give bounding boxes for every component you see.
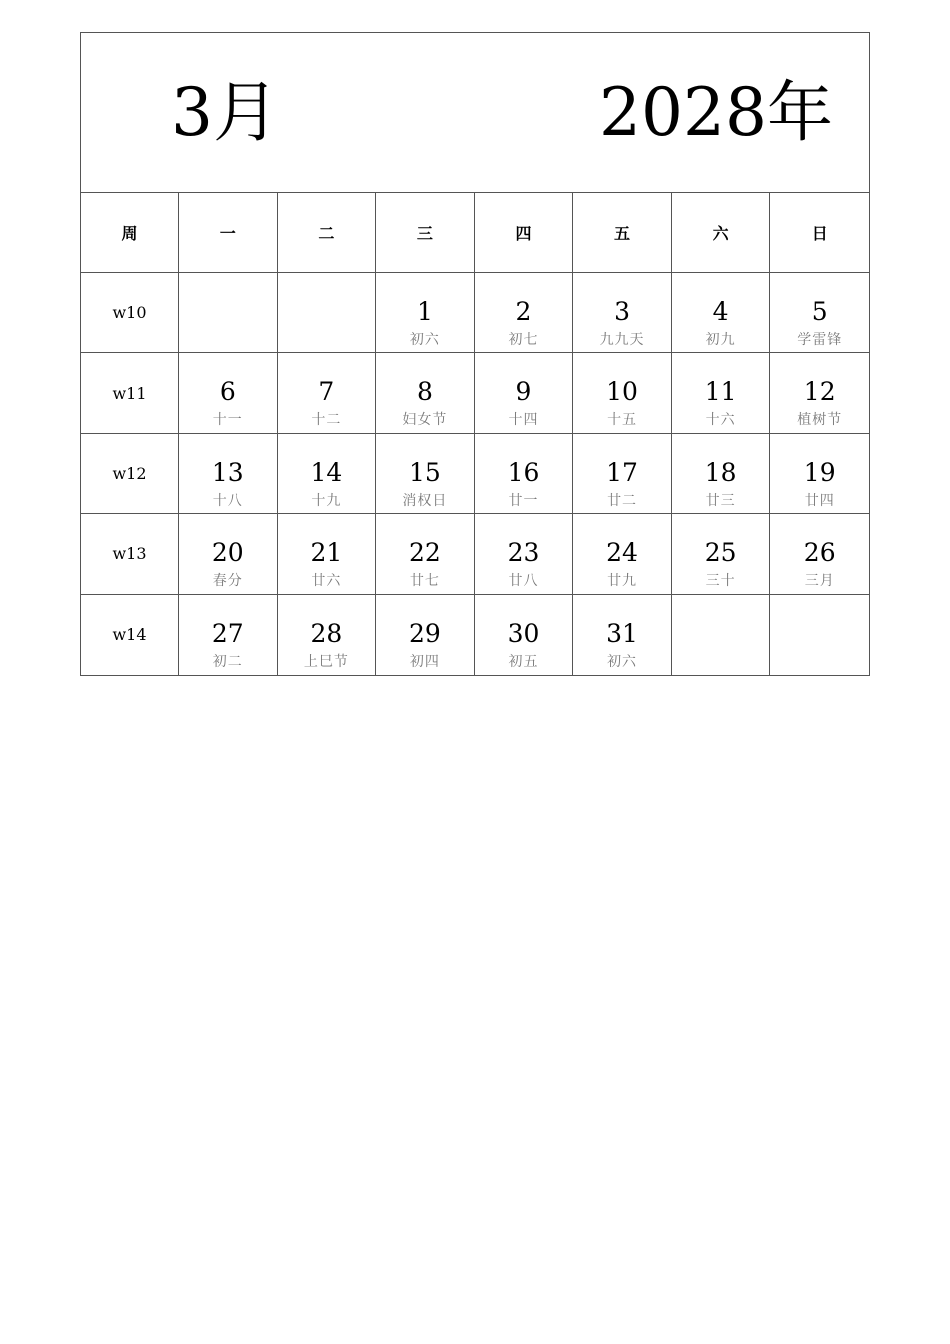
day-lunar: 廿六 — [311, 573, 342, 590]
day-cell — [672, 353, 771, 433]
day-number: 29 — [409, 618, 441, 648]
day-number: 26 — [803, 538, 836, 568]
day-number: 22 — [409, 538, 441, 568]
day-lunar: 廿四 — [804, 492, 835, 509]
day-cell — [179, 273, 278, 353]
day-number: 1 — [416, 297, 433, 326]
day-lunar: 三十 — [705, 573, 736, 590]
week-label: w11 — [81, 353, 179, 433]
calendar — [80, 32, 870, 676]
day-lunar: 廿九 — [607, 573, 638, 590]
day-cell — [179, 353, 278, 433]
day-number: 3 — [614, 297, 631, 326]
day-number: 10 — [606, 377, 638, 407]
day-cell — [278, 273, 377, 353]
day-lunar: 学雷锋 — [797, 332, 843, 348]
day-cell — [278, 514, 377, 594]
day-cell — [672, 434, 771, 514]
day-cell — [475, 514, 574, 594]
day-cell — [376, 434, 475, 514]
day-cell — [278, 353, 377, 433]
day-number: 15 — [409, 457, 441, 487]
day-number: 4 — [712, 297, 729, 326]
weekday-header-fri: 五 — [573, 193, 672, 273]
day-lunar: 十九 — [311, 492, 342, 509]
day-number: 9 — [515, 377, 532, 407]
day-cell — [672, 595, 771, 675]
day-cell — [770, 434, 869, 514]
day-number: 6 — [219, 377, 236, 407]
day-lunar: 初九 — [705, 332, 736, 348]
day-number: 14 — [310, 457, 343, 487]
day-cell — [475, 353, 574, 433]
day-cell — [179, 514, 278, 594]
day-cell — [376, 514, 475, 594]
weekday-header-sat: 六 — [672, 193, 771, 273]
day-number: 13 — [211, 457, 244, 487]
day-lunar: 十六 — [705, 412, 736, 429]
day-lunar: 十八 — [212, 492, 243, 509]
day-cell — [475, 273, 574, 353]
day-number: 20 — [211, 538, 244, 568]
day-lunar: 十五 — [607, 412, 638, 429]
week-label: w10 — [81, 273, 179, 353]
day-cell — [179, 434, 278, 514]
day-cell — [770, 273, 869, 353]
weekday-header-sun: 日 — [770, 193, 869, 273]
day-number: 27 — [211, 618, 244, 648]
day-cell — [672, 514, 771, 594]
week-label: w14 — [81, 595, 179, 675]
day-cell — [573, 353, 672, 433]
calendar-grid — [81, 193, 869, 675]
day-number: 12 — [803, 377, 836, 407]
day-lunar: 消权日 — [402, 492, 448, 509]
weekday-header-mon: 一 — [179, 193, 278, 273]
day-lunar: 初六 — [607, 653, 638, 670]
day-number: 11 — [704, 377, 737, 407]
day-number: 30 — [507, 618, 540, 648]
day-number: 16 — [507, 457, 540, 487]
day-number: 24 — [606, 538, 638, 568]
week-label: w12 — [81, 434, 179, 514]
day-number: 2 — [515, 297, 532, 326]
day-number: 17 — [606, 457, 638, 487]
day-number: 18 — [704, 457, 737, 487]
day-number: 21 — [310, 538, 343, 568]
day-lunar: 植树节 — [797, 412, 843, 429]
day-lunar: 初六 — [409, 332, 440, 348]
weekday-header-week: 周 — [81, 193, 179, 273]
day-lunar: 廿一 — [508, 492, 539, 509]
day-lunar: 初四 — [409, 653, 440, 670]
day-number: 31 — [606, 618, 638, 648]
week-label: w13 — [81, 514, 179, 594]
day-cell — [573, 273, 672, 353]
month-title: 3月 — [171, 74, 279, 151]
day-cell — [770, 595, 869, 675]
day-lunar: 妇女节 — [402, 412, 448, 429]
day-cell — [475, 434, 574, 514]
day-lunar: 廿二 — [607, 492, 638, 509]
day-cell — [376, 595, 475, 675]
day-number: 23 — [507, 538, 540, 568]
calendar-header — [81, 33, 869, 193]
day-lunar: 九九天 — [599, 332, 645, 348]
weekday-header-wed: 三 — [376, 193, 475, 273]
day-number: 28 — [310, 618, 343, 648]
day-lunar: 上巳节 — [303, 653, 349, 670]
day-lunar: 十一 — [212, 412, 243, 429]
day-number: 8 — [416, 377, 433, 407]
day-cell — [376, 353, 475, 433]
day-cell — [179, 595, 278, 675]
day-lunar: 初五 — [508, 653, 539, 670]
weekday-header-tue: 二 — [278, 193, 377, 273]
year-title: 2028年 — [599, 74, 833, 151]
day-cell — [770, 514, 869, 594]
day-lunar: 廿八 — [508, 573, 539, 590]
day-lunar: 三月 — [804, 573, 835, 590]
weekday-header-thu: 四 — [475, 193, 574, 273]
day-cell — [770, 353, 869, 433]
day-cell — [376, 273, 475, 353]
day-cell — [573, 434, 672, 514]
day-number: 19 — [803, 457, 836, 487]
day-lunar: 廿三 — [705, 492, 736, 509]
day-cell — [573, 595, 672, 675]
day-number: 7 — [318, 377, 335, 407]
day-number: 5 — [811, 297, 828, 326]
day-cell — [672, 273, 771, 353]
day-number: 25 — [704, 538, 737, 568]
day-lunar: 廿七 — [409, 573, 440, 590]
day-cell — [475, 595, 574, 675]
day-lunar: 初七 — [508, 332, 539, 348]
day-cell — [278, 434, 377, 514]
day-lunar: 十二 — [311, 412, 342, 429]
day-lunar: 初二 — [212, 653, 243, 670]
day-cell — [573, 514, 672, 594]
day-lunar: 春分 — [212, 573, 243, 590]
day-cell — [278, 595, 377, 675]
day-lunar: 十四 — [508, 412, 539, 429]
